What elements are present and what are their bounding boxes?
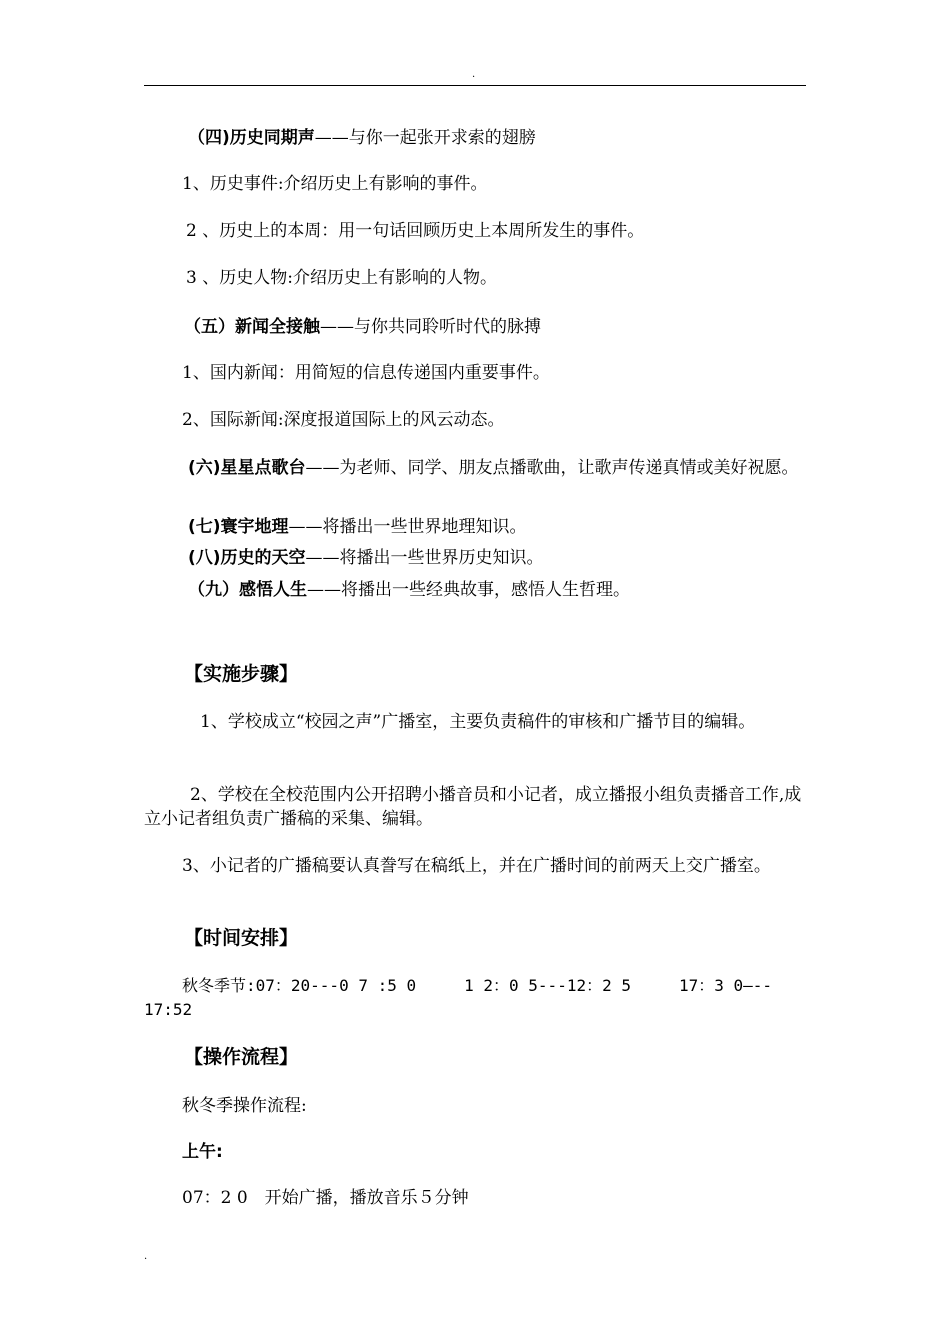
section-7-title-rest: ——将播出一些世界地理知识。: [288, 517, 527, 537]
section-5-item-1: 1、国内新闻：用简短的信息传递国内重要事件。: [182, 363, 550, 383]
steps-heading: 【实施步骤】: [184, 663, 299, 685]
header-rule: [144, 85, 806, 86]
section-5-item-2: 2、国际新闻:深度报道国际上的风云动态。: [182, 410, 505, 430]
section-6-title-bold: (六)星星点歌台: [188, 458, 306, 478]
section-4-item-2: 2 、历史上的本周：用一句话回顾历史上本周所发生的事件。: [186, 221, 645, 241]
section-5-title-bold: （五）新闻全接触: [184, 317, 320, 337]
section-5-title-rest: ——与你共同聆听时代的脉搏: [320, 317, 541, 337]
section-4-item-3: 3 、历史人物:介绍历史上有影响的人物。: [186, 268, 497, 288]
section-8-title-rest: ——将播出一些世界历史知识。: [305, 548, 544, 568]
morning-label: 上午:: [182, 1142, 223, 1162]
section-6-title: [144, 456, 806, 480]
section-5-title: [184, 315, 541, 339]
section-8-title-bold: (八)历史的天空: [188, 548, 306, 568]
section-4-title-bold: （四)历史同期声: [188, 128, 315, 148]
steps-item-3: 3、小记者的广播稿要认真誊写在稿纸上，并在广播时间的前两天上交广播室。: [182, 856, 771, 876]
section-7-title-bold: (七)寰宇地理: [188, 517, 289, 537]
section-8-title: [188, 546, 544, 570]
steps-item-1: 1、学校成立“校园之声”广播室，主要负责稿件的审核和广播节目的编辑。: [200, 712, 756, 732]
section-4-title-rest: ——与你一起张开求索的翅膀: [314, 128, 536, 148]
process-intro: 秋冬季操作流程:: [182, 1096, 307, 1116]
section-9-title-bold: （九）感悟人生: [188, 580, 307, 600]
footer-mark: .: [144, 1251, 148, 1262]
header-mark: .: [472, 69, 476, 80]
section-4-title: [188, 126, 536, 150]
schedule-text: 秋冬季节:07：20---0 7 :5 0 1 2：0 5---12：2 5 17：3 0—-- 17:52: [144, 976, 773, 1019]
section-6-title-rest: ——为老师、同学、朋友点播歌曲，让歌声传递真情或美好祝愿。: [305, 458, 799, 478]
process-heading: 【操作流程】: [184, 1046, 299, 1068]
steps-item-2: 2、学校在全校范围内公开招聘小播音员和小记者，成立播报小组负责播音工作,成立小记者组负责广播稿的采集、编辑。: [144, 785, 802, 829]
process-first-step: 07：2 0 开始广播，播放音乐５分钟: [182, 1188, 469, 1208]
section-9-title-rest: ——将播出一些经典故事，感悟人生哲理。: [307, 580, 630, 600]
section-4-item-1: 1、历史事件:介绍历史上有影响的事件。: [182, 174, 488, 194]
section-7-title: [188, 515, 527, 539]
schedule-heading: 【时间安排】: [184, 927, 299, 949]
section-9-title: [188, 578, 630, 602]
